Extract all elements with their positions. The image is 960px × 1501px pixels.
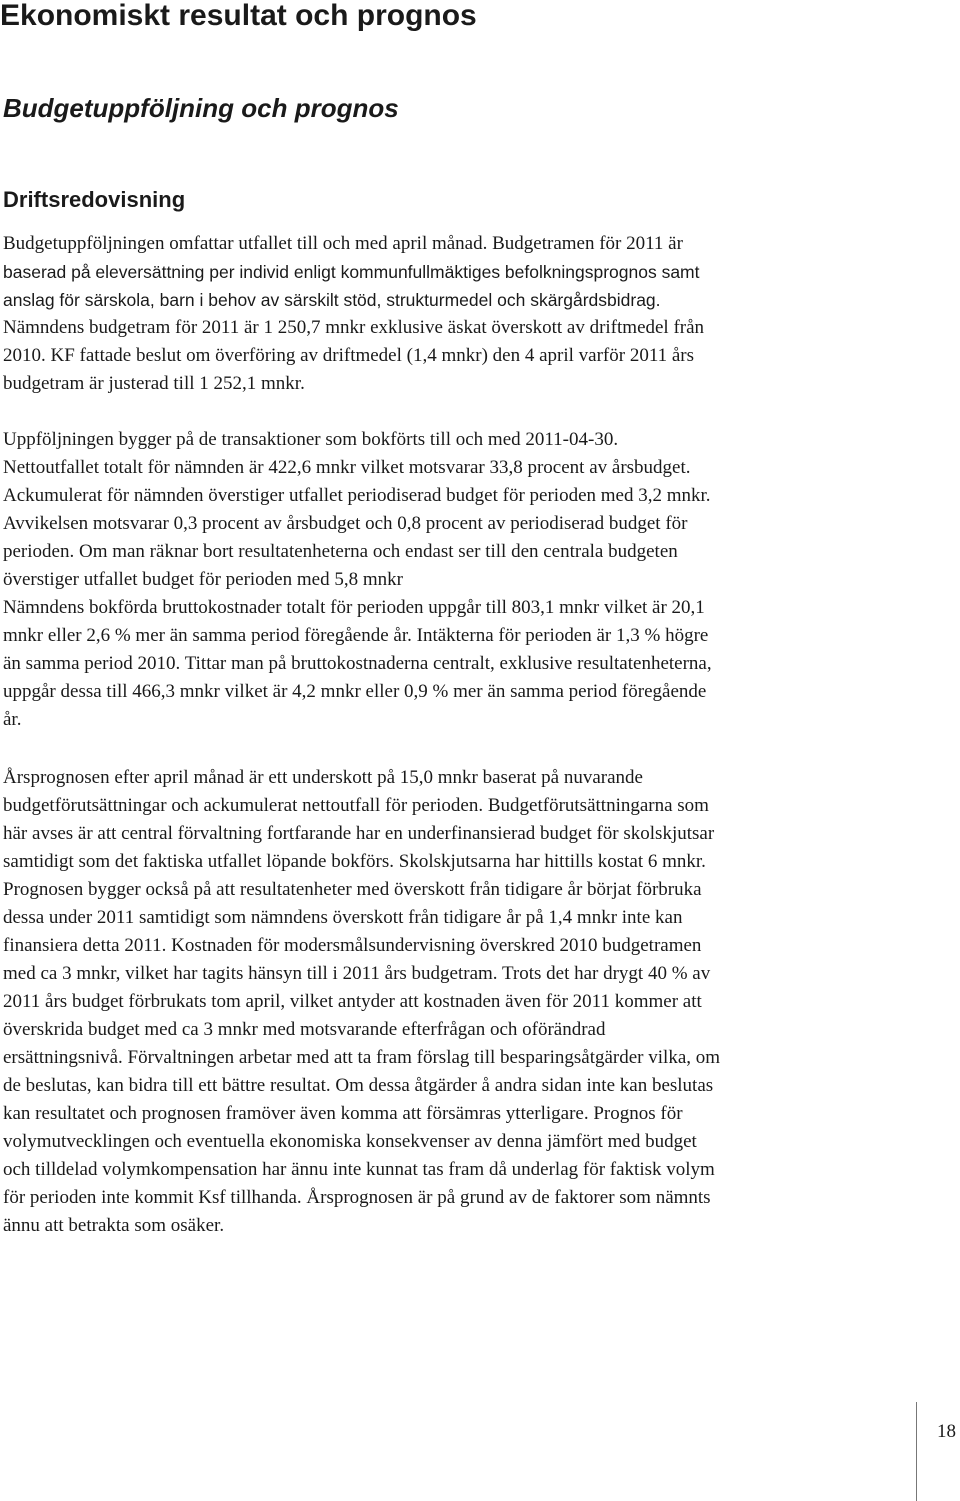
body-text-line: för perioden inte kommit Ksf tillhanda. Årsprognosen är på grund av de faktorer som nämnts bbox=[3, 1187, 711, 1208]
body-text-line: 2011 års budget förbrukats tom april, vilket antyder att kostnaden även för 2011 kommer att bbox=[3, 991, 702, 1012]
body-text-line: 2010. KF fattade beslut om överföring av driftmedel (1,4 mnkr) den 4 april varför 2011 års bbox=[3, 345, 695, 366]
body-text-line: baserad på eleversättning per individ enligt kommunfullmäktiges befolkningsprognos samt bbox=[3, 262, 700, 282]
body-text-line: ersättningsnivå. Förvaltningen arbetar med att ta fram förslag till besparingsåtgärder vilka, om bbox=[3, 1047, 721, 1068]
body-text-line: Prognosen bygger också på att resultatenheter med överskott från tidigare år börjat förbruka bbox=[3, 879, 702, 900]
body-text-line: finansiera detta 2011. Kostnaden för modersmålsundervisning överskred 2010 budgetramen bbox=[3, 935, 702, 956]
section-heading: Driftsredovisning bbox=[3, 187, 186, 212]
page-divider bbox=[916, 1402, 917, 1501]
subtitle: Budgetuppföljning och prognos bbox=[3, 93, 399, 123]
body-text-line: de beslutas, kan bidra till ett bättre resultat. Om dessa åtgärder å andra sidan inte kan beslutas bbox=[3, 1075, 714, 1096]
body-text-line: med ca 3 mnkr, vilket har tagits hänsyn till i 2011 års budgetram. Trots det har drygt 40 % av bbox=[3, 963, 711, 984]
body-text-line: dessa under 2011 samtidigt som nämndens överskott från tidigare år på 1,4 mnkr inte kan bbox=[3, 907, 683, 928]
body-text-line: perioden. Om man räknar bort resultatenheterna och endast ser till den centrala budgeten bbox=[3, 541, 678, 562]
body-text-line: samtidigt som det faktiska utfallet löpande bokförs. Skolskjutsarna har hittills kostat 6 mnkr. bbox=[3, 851, 706, 872]
body-text-line: Uppföljningen bygger på de transaktioner som bokförts till och med 2011-04-30. bbox=[3, 429, 619, 450]
body-text-line: än samma period 2010. Tittar man på bruttokostnaderna centralt, exklusive resultatenheterna, bbox=[3, 653, 712, 674]
body-text-line: år. bbox=[3, 709, 22, 730]
body-text-line: anslag för särskola, barn i behov av särskilt stöd, strukturmedel och skärgårdsbidrag. bbox=[3, 290, 661, 310]
body-text-line: Årsprognosen efter april månad är ett underskott på 15,0 mnkr baserat på nuvarande bbox=[3, 767, 643, 788]
body-text-line: Nämndens bokförda bruttokostnader totalt för perioden uppgår till 803,1 mnkr vilket är 20,1 bbox=[3, 597, 705, 618]
body-text-line: här avses är att central förvaltning fortfarande har en underfinansierad budget för skolskjutsar bbox=[3, 823, 715, 844]
body-text-line: budgetförutsättningar och ackumulerat nettoutfall för perioden. Budgetförutsättningarna som bbox=[3, 795, 709, 816]
body-text-line: Ackumulerat för nämnden överstiger utfallet periodiserad budget för perioden med 3,2 mnkr. bbox=[3, 485, 711, 506]
body-text-line: och tilldelad volymkompensation har ännu inte kunnat tas fram då underlag för faktisk volym bbox=[3, 1159, 715, 1180]
body-text-line: Nettoutfallet totalt för nämnden är 422,6 mnkr vilket motsvarar 33,8 procent av årsbudget. bbox=[3, 457, 691, 478]
body-text-line: överskrida budget med ca 3 mnkr med motsvarande efterfrågan och oförändrad bbox=[3, 1019, 606, 1040]
body-text-line: uppgår dessa till 466,3 mnkr vilket är 4,2 mnkr eller 0,9 % mer än samma period föregående bbox=[3, 681, 707, 702]
body-text-line: Avvikelsen motsvarar 0,3 procent av årsbudget och 0,8 procent av periodiserad budget för bbox=[3, 513, 688, 534]
body-text-line: ännu att betrakta som osäker. bbox=[3, 1215, 225, 1236]
body-text-line: överstiger utfallet budget för perioden med 5,8 mnkr bbox=[3, 569, 403, 590]
body-text-line: kan resultatet och prognosen framöver även komma att försämras ytterligare. Prognos för bbox=[3, 1103, 683, 1124]
body-text-line: Nämndens budgetram för 2011 är 1 250,7 mnkr exklusive äskat överskott av driftmedel från bbox=[3, 317, 705, 338]
body-text-line: budgetram är justerad till 1 252,1 mnkr. bbox=[3, 373, 305, 394]
page-title: Ekonomiskt resultat och prognos bbox=[0, 0, 477, 32]
page-number: 18 bbox=[937, 1421, 956, 1442]
body-text-line: mnkr eller 2,6 % mer än samma period föregående år. Intäkterna för perioden är 1,3 % högre bbox=[3, 625, 709, 646]
body-text-line: Budgetuppföljningen omfattar utfallet till och med april månad. Budgetramen för 2011 är bbox=[3, 233, 683, 254]
body-text-line: volymutvecklingen och eventuella ekonomiska konsekvenser av denna jämfört med budget bbox=[3, 1131, 697, 1152]
